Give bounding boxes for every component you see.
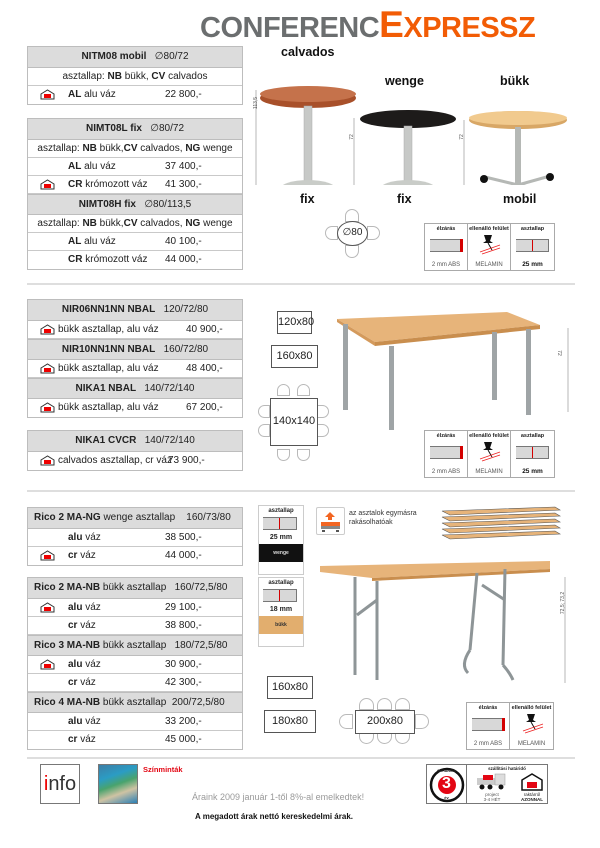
price: 44 000,-	[165, 254, 202, 265]
price-table-nimt08l	[27, 118, 243, 270]
stock-house-icon	[40, 602, 55, 613]
finish-label-calvados: calvados	[281, 45, 335, 59]
price: 37 400,-	[165, 161, 202, 172]
table-top-options: asztallap: NB bükk,CV calvados, NG wenge	[28, 140, 242, 158]
size-box-120x80: 120x80	[277, 311, 312, 334]
table-row: bükk asztallap, alu váz 40 900,-	[28, 321, 242, 339]
tabletop-bukk-swatch: asztallap 18 mm bükk	[258, 577, 304, 647]
price-table-nika1-cvcr	[27, 430, 243, 471]
table-base	[279, 180, 337, 185]
thickness-cell: asztallap 25 mm	[511, 224, 554, 270]
table-top-options: asztallap: NB bükk, CV calvados	[28, 68, 242, 86]
stock-house-icon	[40, 659, 55, 670]
page-title	[200, 4, 535, 46]
height-dim-label: 72	[555, 350, 562, 356]
net-price-note: A megadott árak nettó kereskedelmi árak.	[195, 812, 353, 821]
finish-label-wenge: wenge	[385, 74, 424, 88]
size-box-140x140: 140x140	[270, 398, 318, 446]
table-base	[379, 180, 437, 185]
section-divider	[27, 283, 575, 285]
stock-house-icon	[40, 550, 55, 561]
type-label-mobil: mobil	[503, 192, 537, 206]
table-header: Rico 2 MA-NG wenge asztallap 160/73/80	[28, 508, 242, 529]
info-logo[interactable]: info	[40, 764, 80, 804]
table-header: NITM08 mobil ∅80/72	[28, 47, 242, 68]
stackable-icon	[316, 507, 345, 535]
section-divider	[27, 490, 575, 492]
chair-icon	[367, 226, 380, 240]
type-label-fix: fix	[397, 192, 412, 206]
size-box-200x80: 200x80	[355, 710, 415, 734]
chair-icon	[377, 698, 392, 710]
service-badge	[426, 764, 548, 804]
table-row: calvados asztallap, cr váz 73 900,-	[28, 452, 242, 470]
table-row: cr váz 44 000,-	[28, 547, 242, 565]
size-box-160x80: 160x80	[271, 345, 318, 368]
price-increase-note: Áraink 2009 január 1-től 8%-al emelkedtek!	[192, 792, 365, 802]
table-row: bükk asztallap, alu váz 48 400,-	[28, 360, 242, 378]
table-row: alu váz 38 500,-	[28, 529, 242, 547]
table-header: Rico 3 MA-NB bükk asztallap 180/72,5/80	[28, 635, 242, 656]
material-badge	[424, 430, 555, 478]
height-dim-label: 72	[348, 134, 355, 140]
table-row: AL alu váz 37 400,-	[28, 158, 242, 176]
caster-wheel	[546, 173, 554, 181]
title-conferenc: CONFERENC	[200, 12, 380, 44]
type-label-fix: fix	[300, 192, 315, 206]
warehouse-icon	[521, 773, 543, 791]
price-table-rico-nb	[27, 577, 243, 750]
price: 48 400,-	[186, 363, 223, 374]
table-row: alu váz 30 900,-	[28, 656, 242, 674]
table-row: CR krómozott váz 41 300,-	[28, 176, 242, 194]
chair-icon	[277, 449, 290, 461]
chair-icon	[359, 698, 374, 710]
price: 73 900,-	[168, 455, 205, 466]
rect-table-illustration	[335, 310, 575, 430]
caster-wheel	[480, 175, 488, 183]
chair-icon	[345, 245, 359, 258]
price: 40 900,-	[186, 324, 223, 335]
guarantee-badge: 3 GARANCIA év	[427, 765, 467, 803]
title-expressz: EXPRESSZ	[379, 4, 536, 45]
section-divider	[27, 757, 575, 759]
edge-cell: élzárás 2 mm ABS	[467, 703, 510, 749]
size-box-180x80: 180x80	[264, 710, 316, 733]
table-header: Rico 2 MA-NB bükk asztallap 160/72,5/80	[28, 578, 242, 599]
table-row: CR krómozott váz 44 000,-	[28, 251, 242, 269]
thickness-cell: asztallap 25 mm	[511, 431, 554, 477]
table-header: NIMT08H fix ∅80/113,5	[28, 194, 242, 215]
table-header: NIKA1 NBAL 140/72/140	[28, 378, 242, 399]
material-badge	[466, 702, 554, 750]
pushpin-icon	[474, 233, 504, 255]
chair-icon	[317, 405, 329, 418]
tabletop-wenge-swatch: asztallap 25 mm wenge	[258, 505, 304, 575]
wenge-tabletop	[360, 110, 456, 128]
table-row: alu váz 29 100,-	[28, 599, 242, 617]
color-swatches-link[interactable]: Színminták	[143, 765, 183, 774]
table-row: AL alu váz 40 100,-	[28, 233, 242, 251]
chair-icon	[258, 424, 270, 437]
round-layout-label: ∅80	[337, 221, 368, 246]
stock-house-icon	[40, 402, 55, 413]
table-row: bükk asztallap, alu váz 67 200,-	[28, 399, 242, 417]
table-row: cr váz 38 800,-	[28, 617, 242, 635]
round-tables-illustration	[250, 60, 590, 185]
chair-icon	[339, 714, 353, 729]
chair-icon	[317, 424, 329, 437]
material-badge	[424, 223, 555, 271]
edge-cell: élzárás 2 mm ABS	[425, 431, 468, 477]
delivery-badge: szállítási határidő project 3-4 HÉT raktárról AZONNAL	[467, 765, 547, 803]
stackable-note: az asztalok egymásra rakásolhatóak	[349, 510, 417, 526]
table-header: NIMT08L fix ∅80/72	[28, 119, 242, 140]
surface-cell: ellenálló felület MELAMIN	[511, 705, 552, 747]
table-header: NIR06NN1NN NBAL 120/72/80	[28, 300, 242, 321]
price: 41 300,-	[165, 179, 202, 190]
price-table-nitm08	[27, 46, 243, 105]
table-row: AL alu váz 22 800,-	[28, 86, 242, 104]
table-header: NIKA1 CVCR 140/72/140	[28, 431, 242, 452]
size-box-160x80: 160x80	[267, 676, 313, 699]
stock-house-icon	[40, 179, 55, 190]
price: 40 100,-	[165, 236, 202, 247]
height-dim-label: 113,5	[253, 96, 260, 110]
surface-cell: ellenálló felület MELAMIN	[468, 431, 511, 477]
stock-house-icon	[40, 89, 55, 100]
stock-house-icon	[40, 363, 55, 374]
chair-icon	[277, 384, 290, 396]
table-header: Rico 4 MA-NB bükk asztallap 200/72,5/80	[28, 692, 242, 713]
surface-cell: ellenálló felület MELAMIN	[468, 224, 511, 270]
price: 22 800,-	[165, 89, 202, 100]
edge-cell: élzárás 2 mm ABS	[425, 224, 468, 270]
height-dim-label: 72	[458, 134, 465, 140]
finish-label-bukk: bükk	[500, 74, 530, 88]
price-table-rico-2-ng	[27, 507, 243, 566]
height-dim-label: 72,5; 73,2	[560, 591, 567, 615]
chair-icon	[297, 384, 310, 396]
chair-icon	[395, 698, 410, 710]
chair-icon	[415, 714, 429, 729]
table-row: cr váz 42 300,-	[28, 674, 242, 692]
stock-house-icon	[40, 324, 55, 335]
truck-icon	[475, 773, 509, 791]
chair-icon	[258, 405, 270, 418]
price-table-rect	[27, 299, 243, 418]
table-header: NIR10NN1NN NBAL 160/72/80	[28, 339, 242, 360]
price: 67 200,-	[186, 402, 223, 413]
stacked-tables-illustration	[440, 505, 570, 545]
chair-icon	[297, 449, 310, 461]
pushpin-icon	[517, 712, 547, 734]
pushpin-icon	[474, 440, 504, 462]
stock-house-icon	[40, 455, 55, 466]
table-top-options: asztallap: NB bükk,CV calvados, NG wenge	[28, 215, 242, 233]
table-row: alu váz 33 200,-	[28, 713, 242, 731]
rico-table-illustration	[320, 555, 570, 685]
color-swatch-thumbnail[interactable]	[98, 764, 138, 804]
table-row: cr váz 45 000,-	[68, 734, 202, 745]
